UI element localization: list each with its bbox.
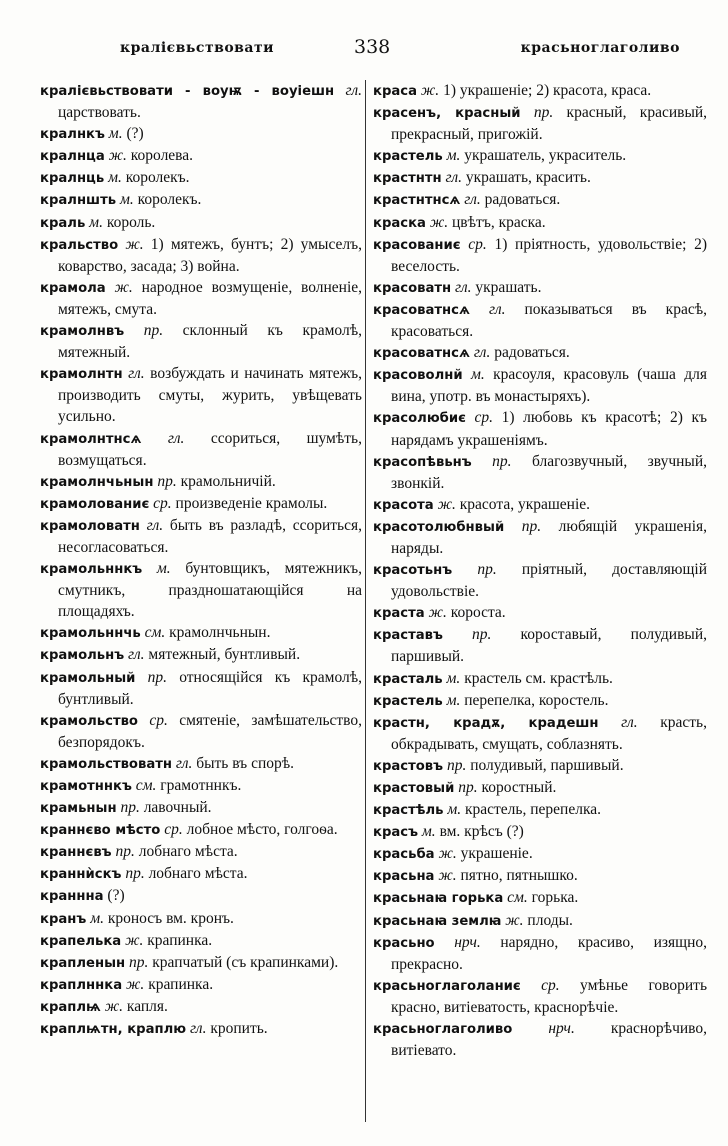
dictionary-entry xyxy=(373,80,707,102)
entry-definition: краснорѣчиво, витіевато. xyxy=(391,1020,707,1060)
entry-headword: кралієвьствовати - вoуѭ - вoуіешн xyxy=(40,84,335,99)
dictionary-entry xyxy=(373,494,707,516)
entry-grammar-label: м. xyxy=(156,560,171,578)
dictionary-entry xyxy=(373,865,707,887)
entry-headword: крастнтн xyxy=(373,171,442,187)
entry-grammar-label: гл. xyxy=(128,646,145,664)
entry-headword: крамольнъ xyxy=(40,648,125,664)
entry-grammar-label: см. xyxy=(507,889,528,907)
dictionary-entry xyxy=(40,710,362,753)
dictionary-entry xyxy=(373,145,707,167)
entry-headword: красенъ, красный xyxy=(373,106,521,122)
entry-headword: крастовый xyxy=(373,781,455,796)
entry-grammar-label: гл. xyxy=(175,754,193,772)
entry-definition: кропить. xyxy=(210,1020,268,1038)
entry-definition: склонный къ крамолѣ, мятежный. xyxy=(58,322,362,362)
entry-grammar-label: м. xyxy=(119,191,134,209)
entry-grammar-label: м. xyxy=(89,213,103,231)
entry-headword: красотьнъ xyxy=(373,563,453,579)
entry-definition: украшать. xyxy=(475,278,542,296)
entry-headword: крастовъ xyxy=(373,758,444,774)
entry-definition: кроносъ вм. кронъ. xyxy=(107,909,234,927)
dictionary-entry xyxy=(373,602,707,624)
dictionary-entry xyxy=(40,841,362,863)
dictionary-entry xyxy=(373,777,707,799)
entry-grammar-label: пр. xyxy=(521,517,542,535)
entry-definition: горька. xyxy=(531,889,579,907)
entry-grammar-label: м. xyxy=(447,801,462,819)
entry-grammar-label: м. xyxy=(90,909,104,927)
dictionary-entry xyxy=(40,644,362,666)
entry-headword: крамольннчь xyxy=(40,626,141,642)
entry-grammar-label: пр. xyxy=(115,843,135,861)
entry-headword: красоволнй xyxy=(373,368,463,384)
entry-definition: плоды. xyxy=(527,911,573,929)
entry-definition: 1) пріятность, удовольствіе; 2) веселость. xyxy=(391,235,708,275)
dictionary-entry xyxy=(373,364,707,407)
entry-headword: крамольство xyxy=(40,713,138,729)
entry-definition: произведеніе крамолы. xyxy=(175,494,328,512)
entry-grammar-label: ср. xyxy=(153,494,172,512)
entry-headword: кральство xyxy=(40,237,119,253)
dictionary-entry xyxy=(40,996,362,1018)
entry-definition: крапчатый (съ крапинками). xyxy=(152,953,339,971)
entry-headword: крастель xyxy=(373,149,443,165)
entry-definition: смятеніе, замѣшательство, безпорядокъ. xyxy=(58,711,363,751)
entry-headword: крамолнтнсѧ xyxy=(40,431,142,447)
dictionary-entry xyxy=(373,712,707,755)
entry-grammar-label: м. xyxy=(108,125,123,143)
entry-grammar-label: пр. xyxy=(125,865,145,883)
entry-grammar-label: м. xyxy=(446,147,461,165)
entry-headword: крастѣль xyxy=(373,803,444,819)
entry-grammar-label: ж. xyxy=(108,147,127,165)
entry-definition: украшеніе. xyxy=(460,845,533,863)
entry-grammar-label: нрч. xyxy=(548,1020,575,1038)
entry-definition: крастель, перепелка. xyxy=(464,801,601,819)
entry-grammar-label: гл. xyxy=(455,278,472,296)
entry-definition: цвѣтъ, краска. xyxy=(452,213,546,231)
entry-definition: грамотннкъ. xyxy=(160,777,242,794)
entry-grammar-label: нрч. xyxy=(454,933,481,951)
entry-headword: красьноглаголиво xyxy=(373,1022,513,1038)
dictionary-entry xyxy=(40,753,362,775)
entry-headword: крапелька xyxy=(40,933,122,949)
dictionary-entry xyxy=(40,775,362,797)
dictionary-entry xyxy=(373,102,707,145)
entry-grammar-label: пр. xyxy=(472,626,492,644)
dictionary-entry xyxy=(40,234,362,277)
entry-definition: королева. xyxy=(130,147,194,165)
dictionary-entry xyxy=(40,908,362,930)
dictionary-entry xyxy=(40,189,362,211)
column-divider xyxy=(365,80,366,1122)
dictionary-entry xyxy=(40,1018,362,1040)
entry-grammar-label: пр. xyxy=(147,668,167,686)
entry-headword: красованиє xyxy=(373,237,461,253)
dictionary-entry xyxy=(373,843,707,865)
entry-headword: крамольннкъ xyxy=(40,562,143,578)
entry-definition: умѣнье говорить красно, витіеватость, краснорѣчіе. xyxy=(391,976,708,1016)
dictionary-entry xyxy=(40,80,362,123)
entry-headword: красолюбиє xyxy=(373,411,466,427)
entry-grammar-label: пр. xyxy=(143,322,164,340)
dictionary-entry xyxy=(40,277,362,320)
entry-headword: краса xyxy=(373,84,418,99)
dictionary-entry xyxy=(373,299,707,342)
entry-headword: красталь xyxy=(373,671,443,687)
entry-definition: мятежный, бунтливый. xyxy=(148,646,301,664)
dictionary-entry xyxy=(40,363,362,427)
entry-grammar-label: см. xyxy=(144,624,166,642)
entry-grammar-label: ж. xyxy=(438,845,457,863)
entry-definition: перепелка, коростель. xyxy=(464,691,609,709)
page-header xyxy=(40,34,712,64)
entry-definition: бунтовщикъ, мятежникъ, смутникъ, праздношатающійся на площадяхъ. xyxy=(58,560,362,621)
entry-definition: (?) xyxy=(126,125,144,143)
entry-grammar-label: пр. xyxy=(129,953,149,971)
entry-definition: король. xyxy=(106,213,156,231)
entry-headword: красотолюбнвый xyxy=(373,519,505,535)
entry-grammar-label: ж. xyxy=(114,278,133,296)
entry-definition: радоваться. xyxy=(484,191,561,209)
entry-grammar-label: пр. xyxy=(458,779,478,796)
dictionary-entry xyxy=(373,559,707,602)
entry-headword: крапленын xyxy=(40,955,126,971)
entry-headword: краннна xyxy=(40,889,104,905)
entry-headword: крастель xyxy=(373,693,443,709)
entry-definition: королекъ. xyxy=(137,191,202,209)
entry-headword: красьнаꙗ землꙗ xyxy=(373,913,502,929)
entry-definition: ссориться, шумѣть, возмущаться. xyxy=(58,429,362,469)
entry-definition: быть въ разладѣ, ссориться, несогласоваться. xyxy=(58,516,362,556)
dictionary-entry xyxy=(40,885,362,907)
entry-headword: краста xyxy=(373,606,425,622)
dictionary-entry xyxy=(40,471,362,493)
entry-definition: красоуля, красовуль (чаша для вина, употр. въ монастыряхъ). xyxy=(391,366,708,406)
dictionary-entry xyxy=(40,819,362,841)
entry-definition: благозвучный, звучный, звонкій. xyxy=(391,452,708,492)
dictionary-entry xyxy=(373,167,707,189)
entry-headword: красъ xyxy=(373,825,419,841)
dictionary-entry xyxy=(373,451,707,494)
right-column xyxy=(373,80,707,1061)
entry-definition: коростный. xyxy=(481,779,557,796)
entry-grammar-label: ср. xyxy=(474,409,494,427)
entry-headword: крамолнчьнын xyxy=(40,474,154,490)
dictionary-entry xyxy=(40,515,362,558)
entry-grammar-label: пр. xyxy=(120,799,140,817)
entry-grammar-label: ср. xyxy=(149,711,168,729)
entry-definition: королекъ. xyxy=(125,169,190,187)
entry-definition: радоваться. xyxy=(494,344,570,362)
dictionary-entry xyxy=(373,799,707,821)
entry-headword: красота xyxy=(373,497,434,513)
page-number: 338 xyxy=(354,36,391,58)
entry-definition: лобнаго мѣста. xyxy=(148,865,248,883)
entry-definition: крапинка. xyxy=(148,975,214,993)
dictionary-entry xyxy=(373,212,707,234)
entry-headword: кралнца xyxy=(40,149,105,165)
entry-definition: 1) украшеніе; 2) красота, краса. xyxy=(443,82,652,99)
header-right-guide-word: красьноглаголиво xyxy=(520,40,680,56)
entry-grammar-label: гл. xyxy=(473,344,491,362)
entry-headword: краннѝскъ xyxy=(40,867,122,883)
dictionary-entry xyxy=(40,622,362,644)
entry-headword: крамольствоватн xyxy=(40,756,172,772)
dictionary-entry xyxy=(40,320,362,363)
dictionary-entry xyxy=(373,342,707,364)
entry-grammar-label: ж. xyxy=(428,604,447,622)
entry-definition: лавочный. xyxy=(143,799,212,817)
dictionary-entry xyxy=(373,1018,707,1061)
entry-headword: кралншть xyxy=(40,193,117,209)
entry-definition: красота, украшеніе. xyxy=(459,495,591,513)
dictionary-entry xyxy=(40,212,362,234)
entry-grammar-label: пр. xyxy=(492,452,512,470)
entry-headword: крамольный xyxy=(40,670,136,686)
dictionary-entry xyxy=(373,277,707,299)
entry-grammar-label: гл. xyxy=(621,713,638,731)
entry-grammar-label: м. xyxy=(108,169,122,187)
entry-definition: короставый, полудивый, паршивый. xyxy=(391,626,707,666)
entry-headword: красьнаꙗ горька xyxy=(373,891,504,907)
dictionary-entry xyxy=(373,516,707,559)
entry-headword: краннєвъ xyxy=(40,845,112,861)
entry-headword: крамола xyxy=(40,280,106,296)
entry-grammar-label: ж. xyxy=(438,867,457,885)
entry-headword: красоватн xyxy=(373,280,452,296)
dictionary-entry xyxy=(40,167,362,189)
entry-definition: возбуждать и начинать мятежъ, производить смуты, журить, увѣщевать усильно. xyxy=(58,365,363,426)
entry-grammar-label: ж. xyxy=(126,975,145,993)
entry-definition: 1) любовь къ красотѣ; 2) къ нарядамъ украшеніямъ. xyxy=(391,409,708,449)
entry-definition: капля. xyxy=(126,997,168,1015)
entry-grammar-label: гл. xyxy=(464,191,481,209)
entry-definition: пятно, пятнышко. xyxy=(460,867,578,885)
entry-definition: крамольничій. xyxy=(180,472,276,490)
entry-grammar-label: гл. xyxy=(167,429,185,447)
entry-headword: красопѣвьнъ xyxy=(373,454,472,470)
entry-definition: крастель см. крастѣль. xyxy=(464,669,613,687)
dictionary-entry xyxy=(373,668,707,690)
entry-definition: крамолнчьнын. xyxy=(169,624,271,642)
entry-headword: краставъ xyxy=(373,628,443,644)
entry-headword: крамолованиє xyxy=(40,496,150,512)
dictionary-entry xyxy=(373,624,707,667)
entry-headword: красьноглаголаниє xyxy=(373,978,521,994)
entry-headword: красьно xyxy=(373,935,435,951)
dictionary-entry xyxy=(40,145,362,167)
entry-grammar-label: ж. xyxy=(125,235,144,253)
entry-definition: любящій украшенія, наряды. xyxy=(391,517,708,557)
entry-headword: крамоловатн xyxy=(40,518,140,534)
dictionary-entry xyxy=(40,974,362,996)
dictionary-entry xyxy=(40,493,362,515)
entry-grammar-label: пр. xyxy=(446,756,467,774)
dictionary-entry xyxy=(373,189,707,211)
entry-grammar-label: гл. xyxy=(345,82,362,99)
entry-grammar-label: гл. xyxy=(146,516,164,534)
entry-headword: краска xyxy=(373,215,426,231)
dictionary-entry xyxy=(373,975,707,1018)
entry-grammar-label: ср. xyxy=(468,235,487,253)
entry-headword: крастнтнсѧ xyxy=(373,193,461,209)
entry-headword: кранъ xyxy=(40,911,87,927)
entry-grammar-label: ж. xyxy=(437,495,456,513)
entry-headword: красоватнсѧ xyxy=(373,302,470,318)
entry-grammar-label: ж. xyxy=(125,931,144,949)
entry-headword: крамотннкъ xyxy=(40,779,132,794)
entry-headword: крамьнын xyxy=(40,801,117,817)
entry-headword: краплннка xyxy=(40,977,123,993)
entry-definition: полудивый, паршивый. xyxy=(470,756,624,774)
entry-definition: пріятный, доставляющій удовольствіе. xyxy=(391,561,707,601)
entry-grammar-label: пр. xyxy=(533,104,554,122)
entry-grammar-label: м. xyxy=(446,669,461,687)
entry-grammar-label: ср. xyxy=(541,976,560,994)
dictionary-entry xyxy=(373,234,707,277)
dictionary-entry xyxy=(40,797,362,819)
entry-headword: красоватнсѧ xyxy=(373,346,470,362)
entry-grammar-label: м. xyxy=(470,366,485,384)
entry-headword: краплѩтн, краплю xyxy=(40,1022,187,1038)
entry-grammar-label: м. xyxy=(446,691,461,709)
entry-definition: вм. крѣсъ (?) xyxy=(439,823,524,841)
entry-definition: (?) xyxy=(107,887,125,905)
entry-definition: нарядно, красиво, изящно, прекрасно. xyxy=(391,933,708,973)
dictionary-entry xyxy=(373,821,707,843)
entry-definition: украшать, красить. xyxy=(465,169,591,187)
dictionary-entry xyxy=(40,123,362,145)
entry-grammar-label: ж. xyxy=(104,997,124,1015)
entry-grammar-label: ж. xyxy=(505,911,524,929)
entry-grammar-label: гл. xyxy=(445,169,462,187)
dictionary-entry xyxy=(40,952,362,974)
entry-grammar-label: ср. xyxy=(164,821,183,839)
entry-definition: красть, обкрадывать, смущать, соблазнять. xyxy=(391,713,707,753)
entry-definition: царствовать. xyxy=(58,104,141,122)
entry-definition: лобное мѣсто, голгоѳа. xyxy=(186,821,338,839)
entry-definition: крапинка. xyxy=(147,931,213,949)
entry-definition: народное возмущеніе, волненіе, мятежъ, смута. xyxy=(58,278,363,318)
entry-headword: красьна xyxy=(373,869,435,885)
entry-grammar-label: м. xyxy=(421,823,436,841)
dictionary-entry xyxy=(373,755,707,777)
entry-headword: крамолнвъ xyxy=(40,324,125,340)
dictionary-entry xyxy=(40,930,362,952)
entry-headword: крастн, крадѫ, крадешн xyxy=(373,715,599,731)
entry-headword: краннєво мѣсто xyxy=(40,823,161,839)
entry-grammar-label: ж. xyxy=(420,82,440,99)
entry-definition: красный, красивый, прекрасный, пригожій. xyxy=(391,104,708,144)
dictionary-entry xyxy=(373,887,707,909)
dictionary-entry xyxy=(373,910,707,932)
dictionary-entry xyxy=(373,932,707,975)
entry-definition: быть въ спорѣ. xyxy=(196,754,295,772)
entry-definition: лобнаго мѣста. xyxy=(138,843,238,861)
entry-headword: крамолнтн xyxy=(40,367,123,383)
left-column xyxy=(40,80,362,1040)
entry-definition: короста. xyxy=(450,604,506,622)
entry-grammar-label: гл. xyxy=(488,300,506,318)
dictionary-entry xyxy=(373,690,707,712)
entry-definition: 1) мятежъ, бунтъ; 2) умыселъ, коварство, засада; 3) война. xyxy=(58,235,363,275)
entry-headword: краплѩ xyxy=(40,999,101,1015)
dictionary-entry xyxy=(40,667,362,710)
entry-headword: кралнкъ xyxy=(40,127,105,143)
dictionary-entry xyxy=(40,428,362,471)
entry-grammar-label: ж. xyxy=(429,213,449,231)
entry-grammar-label: гл. xyxy=(189,1020,207,1038)
entry-grammar-label: см. xyxy=(135,777,157,794)
entry-definition: относящійся къ крамолѣ, бунтливый. xyxy=(58,668,363,708)
entry-grammar-label: гл. xyxy=(128,365,145,383)
dictionary-entry xyxy=(40,558,362,622)
entry-headword: кралнць xyxy=(40,171,105,187)
entry-definition: показываться въ красѣ, красоваться. xyxy=(391,300,707,341)
entry-grammar-label: пр. xyxy=(157,472,177,490)
dictionary-entry xyxy=(373,407,707,450)
entry-grammar-label: пр. xyxy=(477,561,497,579)
dictionary-entry xyxy=(40,863,362,885)
entry-headword: краль xyxy=(40,215,86,231)
entry-definition: украшатель, украситель. xyxy=(464,147,627,165)
entry-headword: красьба xyxy=(373,847,435,863)
header-left-guide-word: кралієвьствовати xyxy=(120,40,275,56)
